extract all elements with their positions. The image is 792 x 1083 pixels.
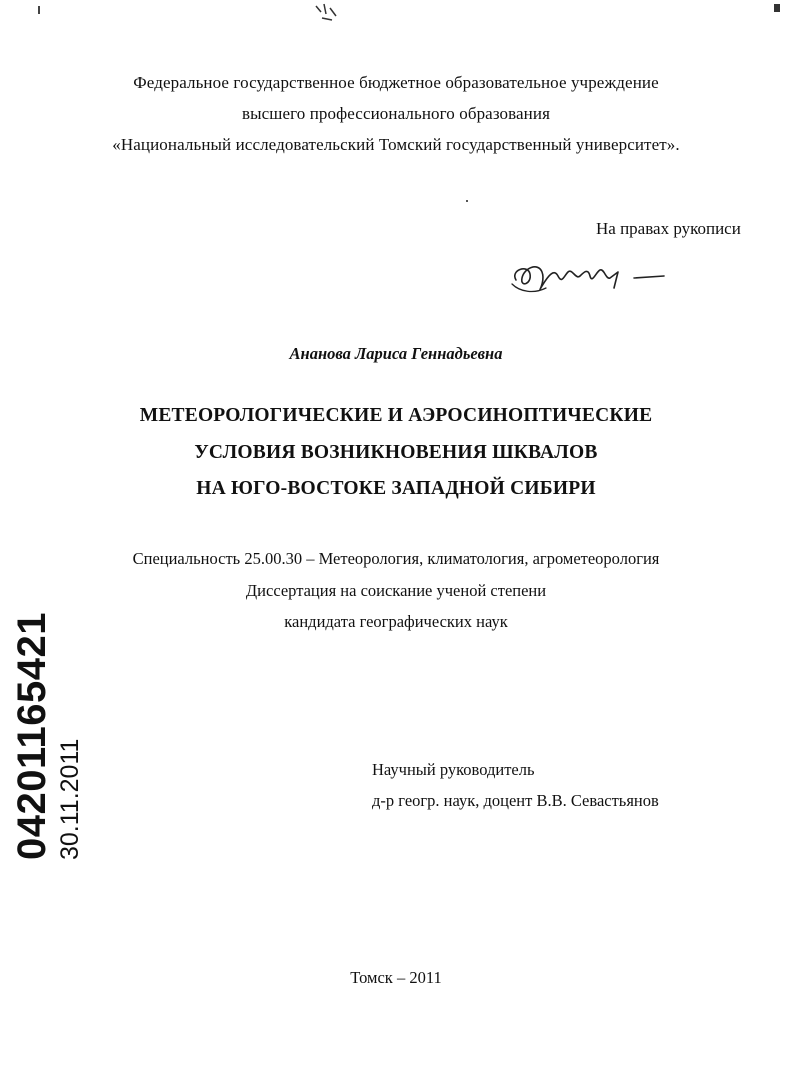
advisor-label: Научный руководитель bbox=[372, 760, 535, 779]
rights-notice: На правах рукописи bbox=[596, 219, 741, 238]
specialty-line-3: кандидата географических наук bbox=[284, 612, 508, 631]
specialty-line-1: Специальность 25.00.30 – Метеорология, климатология, агрометеорология bbox=[132, 549, 660, 568]
scan-artifact-top-center bbox=[312, 2, 342, 26]
dissertation-title-line-2: УСЛОВИЯ ВОЗНИКНОВЕНИЯ ШКВАЛОВ bbox=[194, 442, 598, 463]
scan-artifact-top-left bbox=[38, 6, 40, 14]
institution-line-2: высшего профессионального образования bbox=[242, 104, 550, 123]
scan-artifact-top-right bbox=[774, 4, 780, 12]
author-signature bbox=[506, 258, 676, 302]
specialty-line-2: Диссертация на соискание ученой степени bbox=[245, 581, 547, 600]
institution-line-1: Федеральное государственное бюджетное образовательное учреждение bbox=[133, 73, 659, 92]
library-side-stamp bbox=[10, 612, 84, 860]
stamp-date: 30.11.2011 bbox=[56, 738, 84, 860]
stamp-number: 04201165421 bbox=[10, 612, 54, 860]
institution-line-3: «Национальный исследовательский Томский государственный университет». bbox=[112, 135, 680, 154]
advisor-name: д-р геогр. наук, доцент В.В. Севастьянов bbox=[372, 791, 659, 810]
author-name: Ананова Лариса Геннадьевна bbox=[289, 344, 503, 363]
city-year: Томск – 2011 bbox=[350, 968, 442, 987]
dissertation-title-line-3: НА ЮГО-ВОСТОКЕ ЗАПАДНОЙ СИБИРИ bbox=[196, 478, 596, 499]
scan-dot bbox=[466, 200, 468, 202]
dissertation-title-line-1: МЕТЕОРОЛОГИЧЕСКИЕ И АЭРОСИНОПТИЧЕСКИЕ bbox=[139, 405, 653, 426]
